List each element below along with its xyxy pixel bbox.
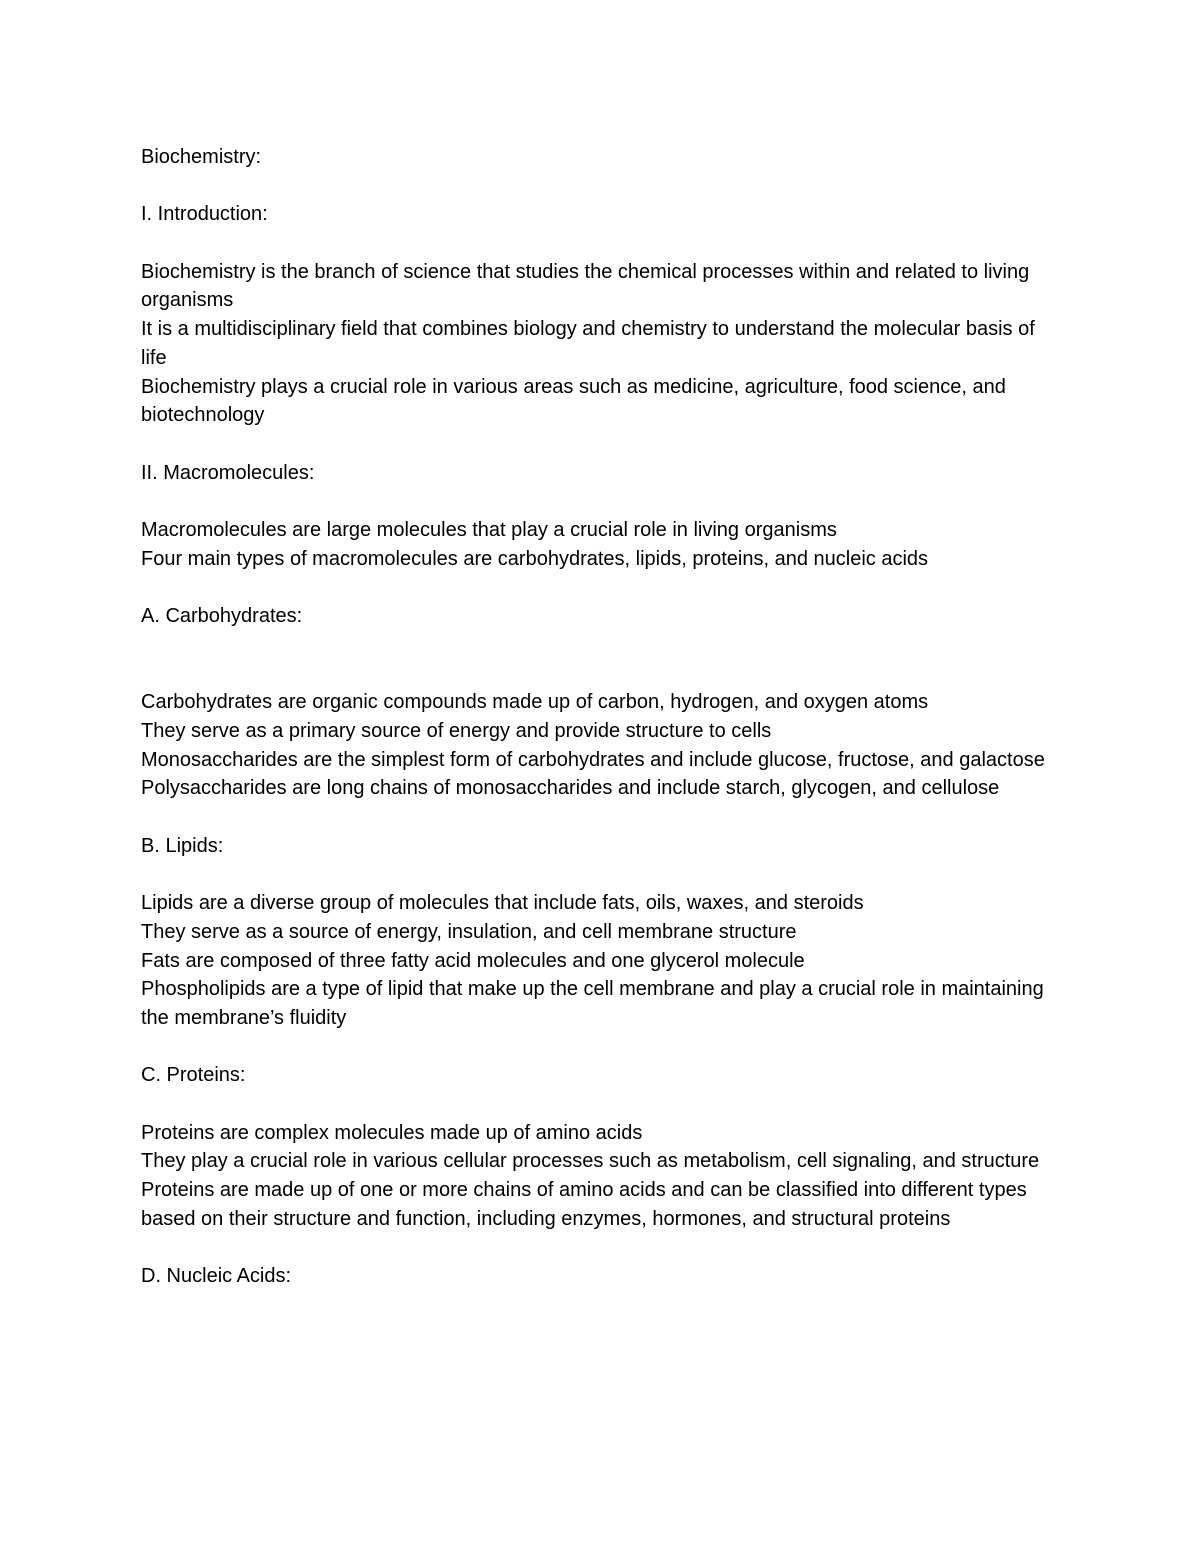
document-title: Biochemistry: [141,146,262,168]
paragraph-line: Monosaccharides are the simplest form of carbohydrates and include glucose, fructose, and galactose [141,748,1045,771]
paragraph-line: Four main types of macromolecules are carbohydrates, lipids, proteins, and nucleic acids [141,547,929,570]
document-body [141,143,1061,1291]
section-heading-macromolecules: II. Macromolecules: [141,461,315,484]
paragraph-line: Polysaccharides are long chains of monosaccharides and include starch, glycogen, and cellulose [141,777,1000,800]
subsection-heading-nucleic-acids: D. Nucleic Acids: [141,1265,292,1288]
paragraph-line: They serve as a source of energy, insulation, and cell membrane structure [141,920,797,943]
paragraph-line: Macromolecules are large molecules that play a crucial role in living organisms [141,519,837,542]
paragraph-line: Fats are composed of three fatty acid molecules and one glycerol molecule [141,949,805,972]
paragraph-line: They serve as a primary source of energy and provide structure to cells [141,719,772,742]
paragraph-line: Lipids are a diverse group of molecules that include fats, oils, waxes, and steroids [141,892,864,915]
section-heading-introduction: I. Introduction: [141,203,268,226]
paragraph-line: It is a multidisciplinary field that combines biology and chemistry to understand the molecular basis of life [141,318,1035,369]
paragraph-line: Proteins are made up of one or more chains of amino acids and can be classified into different types based on their structure and function, including enzymes, hormones, and structural proteins [141,1179,1027,1230]
paragraph-line: Biochemistry is the branch of science that studies the chemical processes within and related to living organisms [141,260,1030,312]
paragraph-line: Phospholipids are a type of lipid that make up the cell membrane and play a crucial role in maintaining the membrane’s fluidity [141,978,1044,1029]
subsection-heading-proteins: C. Proteins: [141,1064,246,1087]
paragraph-line: Carbohydrates are organic compounds made up of carbon, hydrogen, and oxygen atoms [141,691,929,714]
paragraph-line: Proteins are complex molecules made up of amino acids [141,1121,643,1144]
subsection-heading-lipids: B. Lipids: [141,834,224,857]
paragraph-line: They play a crucial role in various cellular processes such as metabolism, cell signaling, and structure [141,1150,1040,1173]
subsection-heading-carbohydrates: A. Carbohydrates: [141,605,303,628]
paragraph-line: Biochemistry plays a crucial role in various areas such as medicine, agriculture, food science, and biotechnology [141,375,1006,427]
